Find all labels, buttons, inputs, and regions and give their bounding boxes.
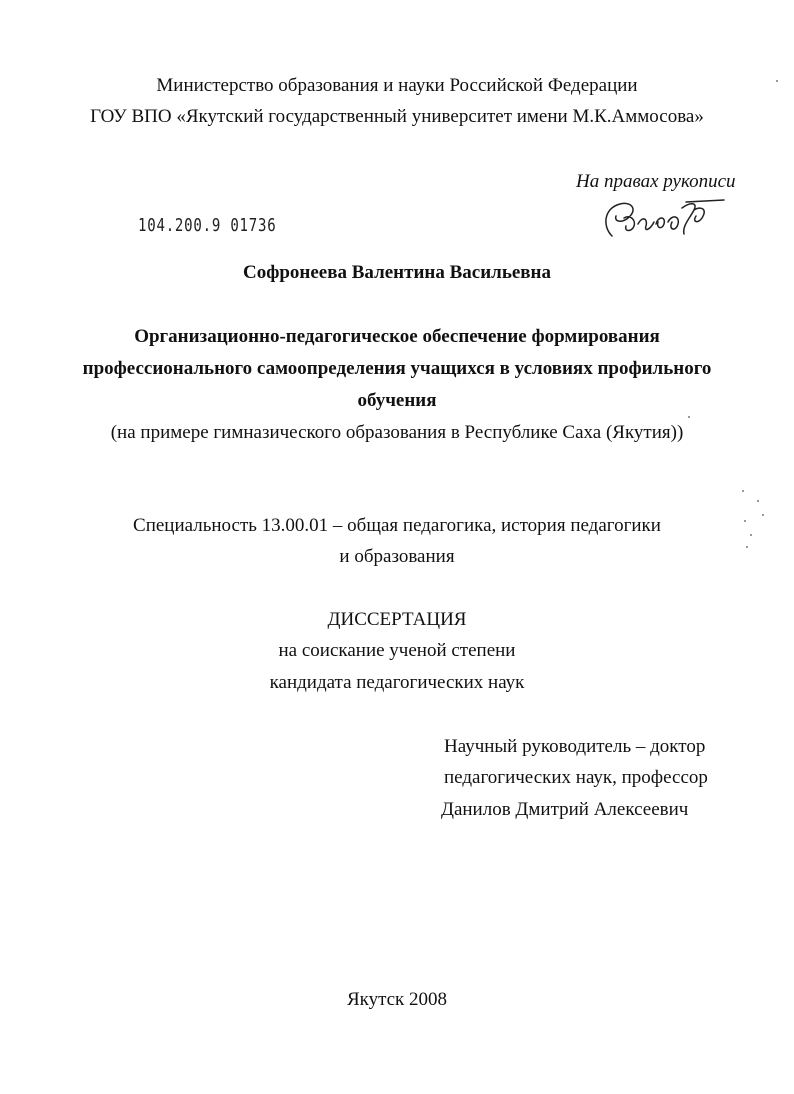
supervisor-line-1: Научный руководитель – доктор bbox=[444, 736, 706, 757]
title-line-3: обучения bbox=[357, 390, 437, 411]
dissertation-line-1: на соискание ученой степени bbox=[278, 640, 516, 661]
manuscript-note: На правах рукописи bbox=[576, 171, 736, 192]
signature-icon bbox=[598, 196, 728, 242]
specialty-line-2: и образования bbox=[339, 546, 455, 567]
ministry-line: Министерство образования и науки Российской Федерации bbox=[156, 75, 638, 96]
stamp-number: 104.200.9 01736 bbox=[138, 215, 277, 236]
author-name: Софронеева Валентина Васильевна bbox=[242, 262, 552, 283]
specialty-line-1: Специальность 13.00.01 – общая педагогика, история педагогики bbox=[133, 515, 661, 536]
title-line-2: профессионального самоопределения учащихся в условиях профильного bbox=[82, 358, 712, 379]
title-line-1: Организационно-педагогическое обеспечение формирования bbox=[134, 326, 660, 347]
university-line: ГОУ ВПО «Якутский государственный университет имени М.К.Аммосова» bbox=[90, 106, 704, 127]
city-year: Якутск 2008 bbox=[346, 989, 448, 1010]
supervisor-line-3: Данилов Дмитрий Алексеевич bbox=[441, 799, 689, 820]
title-subtitle: (на примере гимназического образования в Республике Саха (Якутия)) bbox=[110, 422, 684, 443]
dissertation-heading: ДИССЕРТАЦИЯ bbox=[327, 609, 467, 630]
dissertation-line-2: кандидата педагогических наук bbox=[269, 672, 525, 693]
supervisor-line-2: педагогических наук, профессор bbox=[444, 767, 708, 788]
